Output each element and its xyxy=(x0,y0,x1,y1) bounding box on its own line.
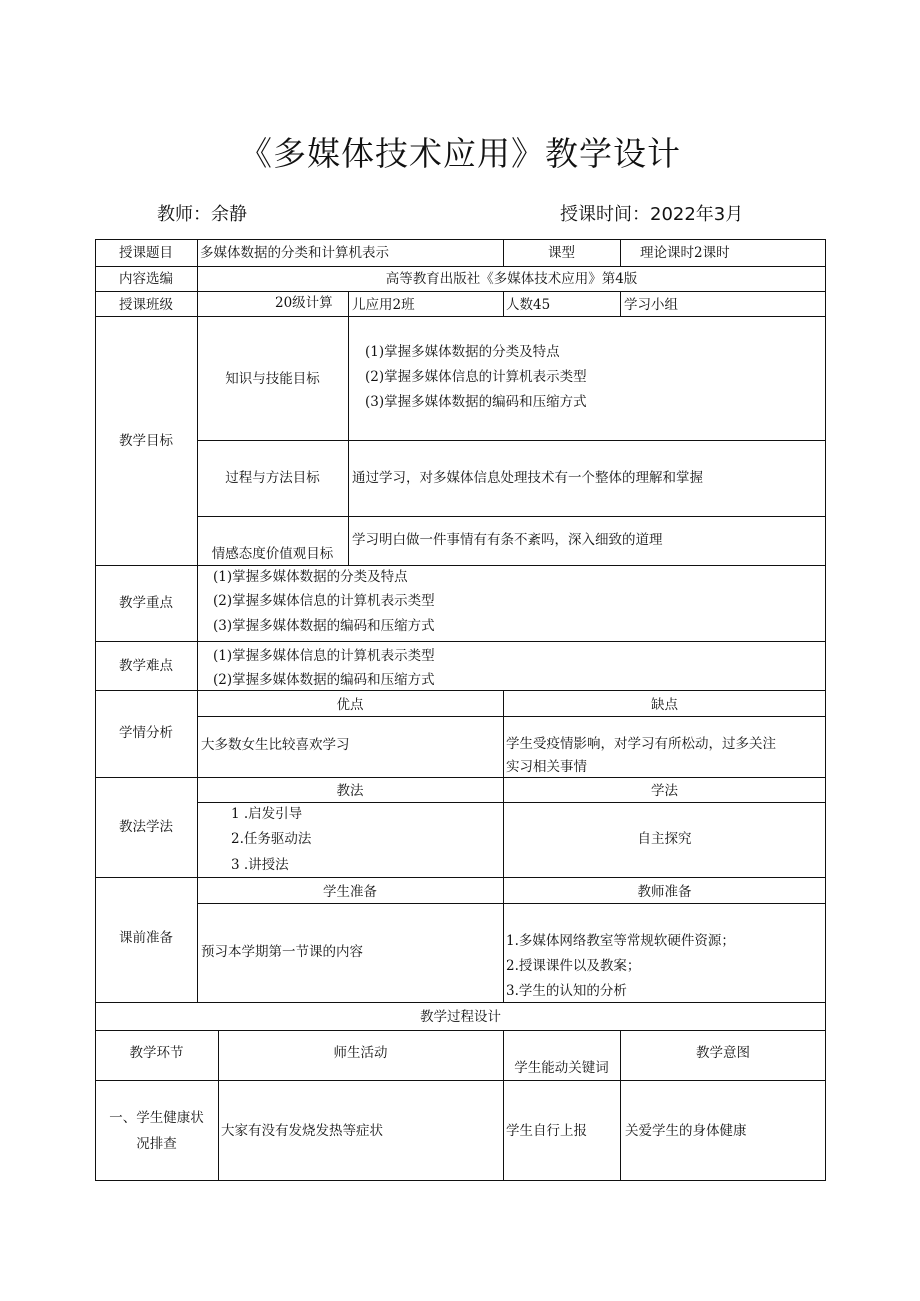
col-activity: 师生活动 xyxy=(333,1045,388,1061)
table-rule xyxy=(95,565,826,566)
class-label: 授课班级 xyxy=(119,297,173,313)
cons-text: 学生受疫情影响，对学习有所松动，过多关注 xyxy=(506,736,776,752)
topic-label: 授课题目 xyxy=(119,245,173,261)
cons-label: 缺点 xyxy=(651,697,678,713)
knowledge-item: (1)掌握多媒体数据的分类及特点 xyxy=(365,344,560,360)
teach-label: 教法 xyxy=(336,783,364,799)
content-label: 内容选编 xyxy=(119,271,173,287)
table-rule xyxy=(197,440,826,441)
learn-label: 学法 xyxy=(651,783,678,799)
teach-item: 1 .启发引导 xyxy=(231,806,303,822)
student-prep-label: 学生准备 xyxy=(323,884,377,900)
col-stage: 教学环节 xyxy=(129,1045,184,1061)
table-rule xyxy=(503,291,504,316)
table-rule xyxy=(95,1080,826,1081)
cons-text: 实习相关事情 xyxy=(506,759,587,775)
table-rule xyxy=(620,239,621,266)
document-title: 《多媒体技术应用》教学设计 xyxy=(239,134,681,173)
learning-group: 学习小组 xyxy=(624,297,678,313)
table-rule xyxy=(95,239,96,1181)
table-rule xyxy=(95,690,826,691)
row-stage: 况排查 xyxy=(136,1136,177,1152)
methods-label: 教法学法 xyxy=(119,819,173,835)
teacher-prep-item: 1.多媒体网络教室等常规软硬件资源； xyxy=(506,933,735,949)
table-rule xyxy=(348,291,349,316)
lesson-plan-table xyxy=(95,239,826,1181)
table-rule xyxy=(95,316,826,317)
lesson-time: 授课时间：2022年3月 xyxy=(560,204,744,225)
key-label: 教学重点 xyxy=(119,595,173,611)
table-rule xyxy=(95,877,826,878)
knowledge-label: 知识与技能目标 xyxy=(225,371,320,387)
prep-label: 课前准备 xyxy=(119,930,173,946)
type-value: 理论课时2课时 xyxy=(640,245,730,261)
row-keywords: 学生自行上报 xyxy=(506,1123,587,1139)
topic-value: 多媒体数据的分类和计算机表示 xyxy=(200,245,389,261)
row-intent: 关爱学生的身体健康 xyxy=(625,1123,747,1139)
teacher-prep-item: 2.授课课件以及教案； xyxy=(506,958,641,974)
table-rule xyxy=(197,716,826,717)
row-activity: 大家有没有发烧发热等症状 xyxy=(221,1123,383,1139)
difficulty-label: 教学难点 xyxy=(119,658,173,674)
teach-item: 2.任务驱动法 xyxy=(231,831,312,847)
table-rule xyxy=(95,266,826,267)
col-keywords: 学生能动关键词 xyxy=(514,1060,609,1076)
pros-label: 优点 xyxy=(336,697,364,713)
student-prep-text: 预习本学期第一节课的内容 xyxy=(201,944,363,960)
process-title: 教学过程设计 xyxy=(420,1009,501,1025)
row-stage: 一、学生健康状 xyxy=(109,1110,204,1126)
emotion-label: 情感态度价值观目标 xyxy=(211,546,334,562)
key-item: (1)掌握多媒体数据的分类及特点 xyxy=(213,569,408,585)
student-count: 人数45 xyxy=(506,297,551,313)
table-rule xyxy=(197,516,826,517)
learn-text: 自主探究 xyxy=(637,831,692,847)
table-rule xyxy=(95,777,826,778)
table-rule xyxy=(95,239,826,240)
class-value-b: 儿应用2班 xyxy=(352,297,415,313)
class-value-a: 20级计算 xyxy=(275,295,333,311)
process-text: 通过学习，对多媒体信息处理技术有一个整体的理解和掌握 xyxy=(352,470,703,486)
emotion-text: 学习明白做一件事情有有条不紊吗，深入细致的道理 xyxy=(352,532,663,548)
process-label: 过程与方法目标 xyxy=(225,470,320,486)
teach-item: 3 .讲授法 xyxy=(231,857,289,873)
table-rule xyxy=(348,316,349,565)
objectives-label: 教学目标 xyxy=(119,433,173,449)
table-rule xyxy=(620,291,621,316)
key-item: (3)掌握多媒体数据的编码和压缩方式 xyxy=(213,618,435,634)
col-intent: 教学意图 xyxy=(696,1045,750,1061)
teacher-prep-item: 3.学生的认知的分析 xyxy=(506,983,627,999)
difficulty-item: (2)掌握多媒体数据的编码和压缩方式 xyxy=(213,672,435,688)
table-rule xyxy=(197,903,826,904)
table-rule xyxy=(95,1030,826,1031)
table-rule xyxy=(95,641,826,642)
knowledge-item: (2)掌握多媒体信息的计算机表示类型 xyxy=(365,369,587,385)
type-label: 课型 xyxy=(548,245,575,261)
table-rule xyxy=(95,1002,826,1003)
teacher-prep-label: 教师准备 xyxy=(637,884,692,900)
table-rule xyxy=(95,1180,826,1181)
content-value: 高等教育出版社《多媒体技术应用》第4版 xyxy=(385,271,638,287)
analysis-label: 学情分析 xyxy=(119,725,173,741)
pros-text: 大多数女生比较喜欢学习 xyxy=(201,737,350,753)
knowledge-item: (3)掌握多媒体数据的编码和压缩方式 xyxy=(365,394,587,410)
teacher-name: 教师：余静 xyxy=(157,204,247,225)
table-rule xyxy=(95,291,826,292)
difficulty-item: (1)掌握多媒体信息的计算机表示类型 xyxy=(213,648,435,664)
table-rule xyxy=(503,1030,504,1180)
key-item: (2)掌握多媒体信息的计算机表示类型 xyxy=(213,593,435,609)
table-rule xyxy=(197,802,826,803)
